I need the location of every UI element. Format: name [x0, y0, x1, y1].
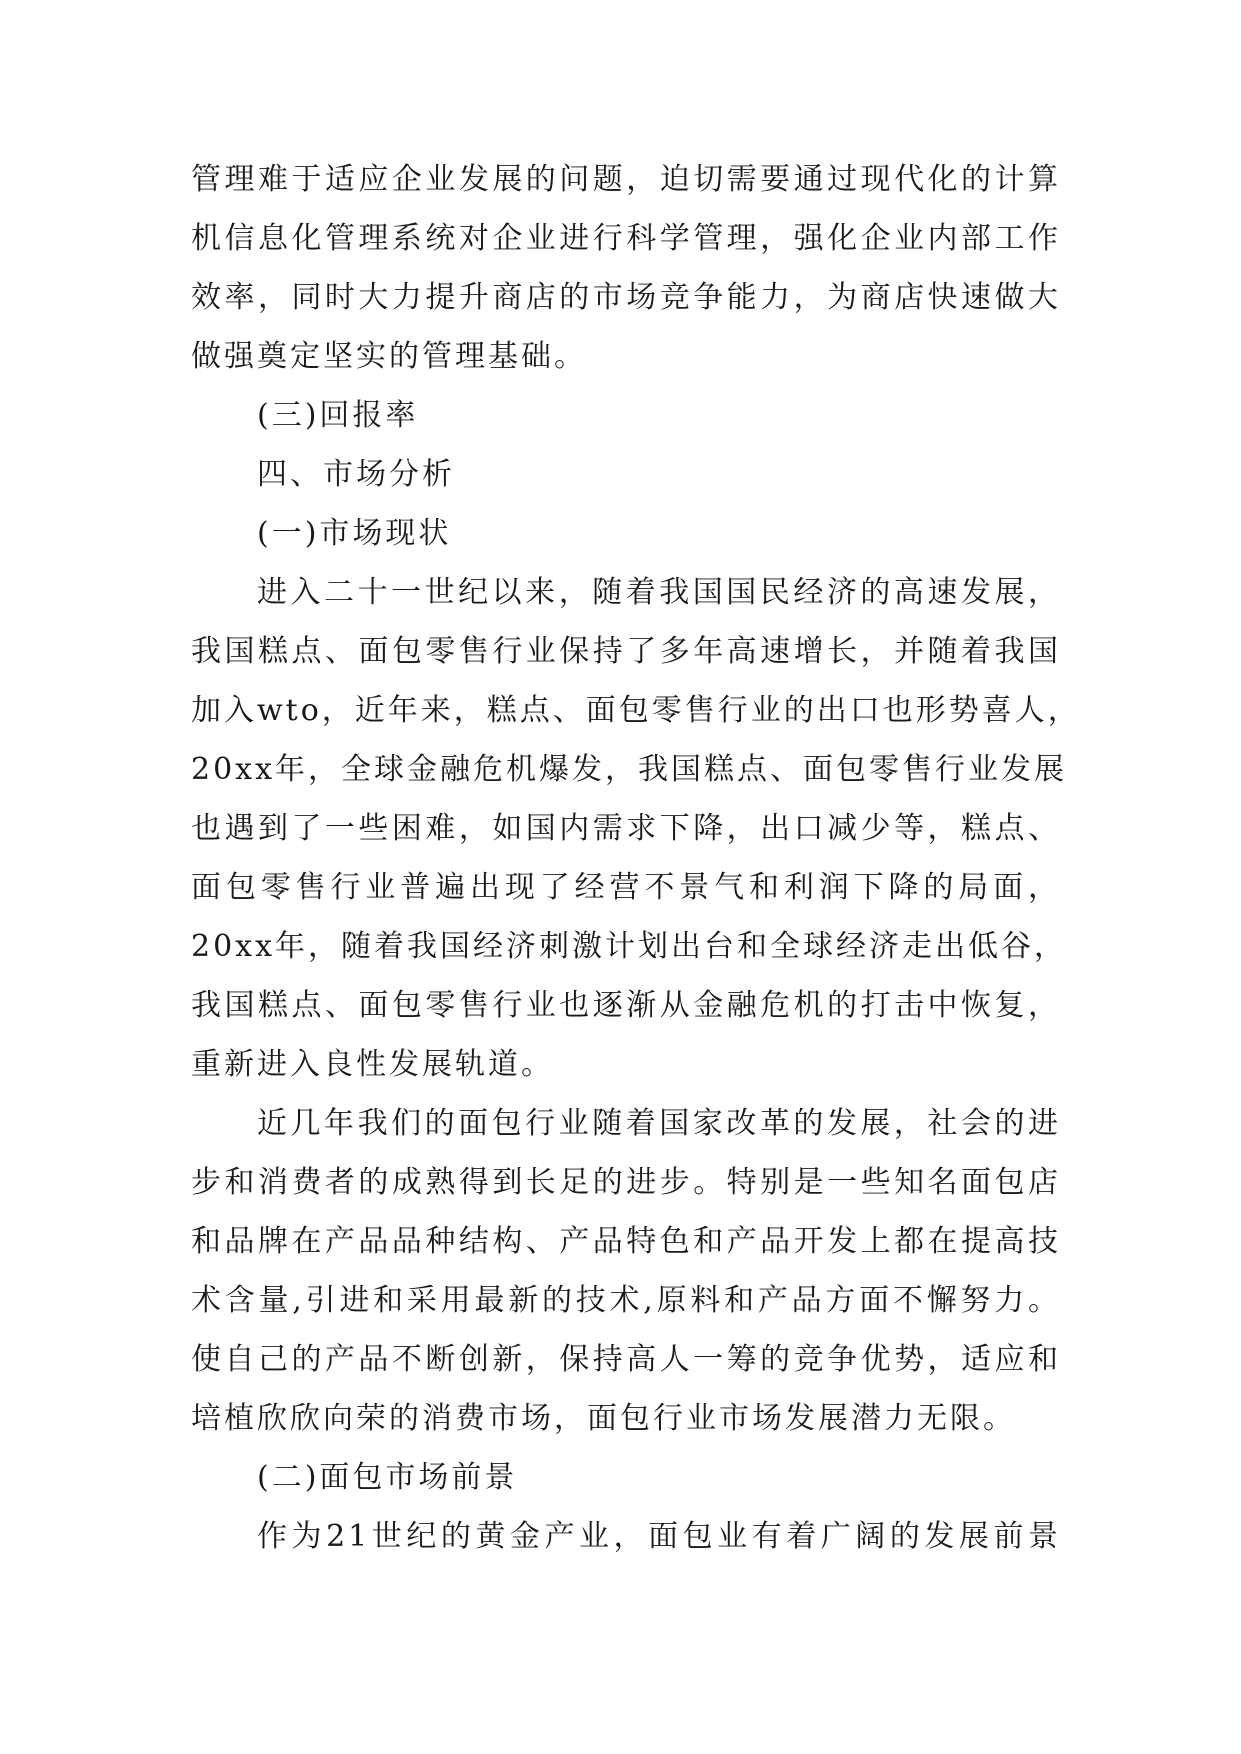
- document-body: [191, 150, 1081, 1566]
- text-line: 作为21世纪的黄金产业，面包业有着广阔的发展前景: [257, 1519, 1061, 1554]
- text-line: 步和消费者的成熟得到长足的进步。特别是一些知名面包店: [191, 1165, 1061, 1200]
- text-line: 机信息化管理系统对企业进行科学管理，强化企业内部工作: [191, 221, 1061, 256]
- text-line: 我国糕点、面包零售行业也逐渐从金融危机的打击中恢复，: [191, 988, 1061, 1023]
- text-line: (一)市场现状: [257, 516, 452, 551]
- text-line: 重新进入良性发展轨道。: [191, 1047, 554, 1082]
- text-line: 和品牌在产品品种结构、产品特色和产品开发上都在提高技: [191, 1224, 1061, 1259]
- text-line: 进入二十一世纪以来，随着我国国民经济的高速发展，: [257, 575, 1061, 610]
- text-line: 管理难于适应企业发展的问题，迫切需要通过现代化的计算: [191, 162, 1061, 197]
- text-line: 20xx年，全球金融危机爆发，我国糕点、面包零售行业发展: [191, 752, 1068, 787]
- text-line: 近几年我们的面包行业随着国家改革的发展，社会的进: [257, 1106, 1061, 1141]
- text-line: 培植欣欣向荣的消费市场，面包行业市场发展潜力无限。: [191, 1401, 1016, 1436]
- text-line: (三)回报率: [257, 398, 419, 433]
- text-line: 使自己的产品不断创新，保持高人一筹的竞争优势，适应和: [191, 1342, 1061, 1377]
- text-line: 术含量,引进和采用最新的技术,原料和产品方面不懈努力。: [191, 1283, 1061, 1318]
- text-line: 效率，同时大力提升商店的市场竞争能力，为商店快速做大: [191, 280, 1061, 315]
- text-line: 20xx年，随着我国经济刺激计划出台和全球经济走出低谷，: [191, 929, 1068, 964]
- text-line: 我国糕点、面包零售行业保持了多年高速增长，并随着我国: [191, 634, 1061, 669]
- text-line: (二)面包市场前景: [257, 1460, 518, 1495]
- text-line: 面包零售行业普遍出现了经营不景气和利润下降的局面，: [191, 870, 1061, 905]
- text-line: 四、市场分析: [257, 457, 455, 492]
- text-line: 也遇到了一些困难，如国内需求下降，出口减少等，糕点、: [191, 811, 1061, 846]
- text-line: 做强奠定坚实的管理基础。: [191, 339, 587, 374]
- text-line: 加入wto，近年来，糕点、面包零售行业的出口也形势喜人，: [191, 693, 1081, 728]
